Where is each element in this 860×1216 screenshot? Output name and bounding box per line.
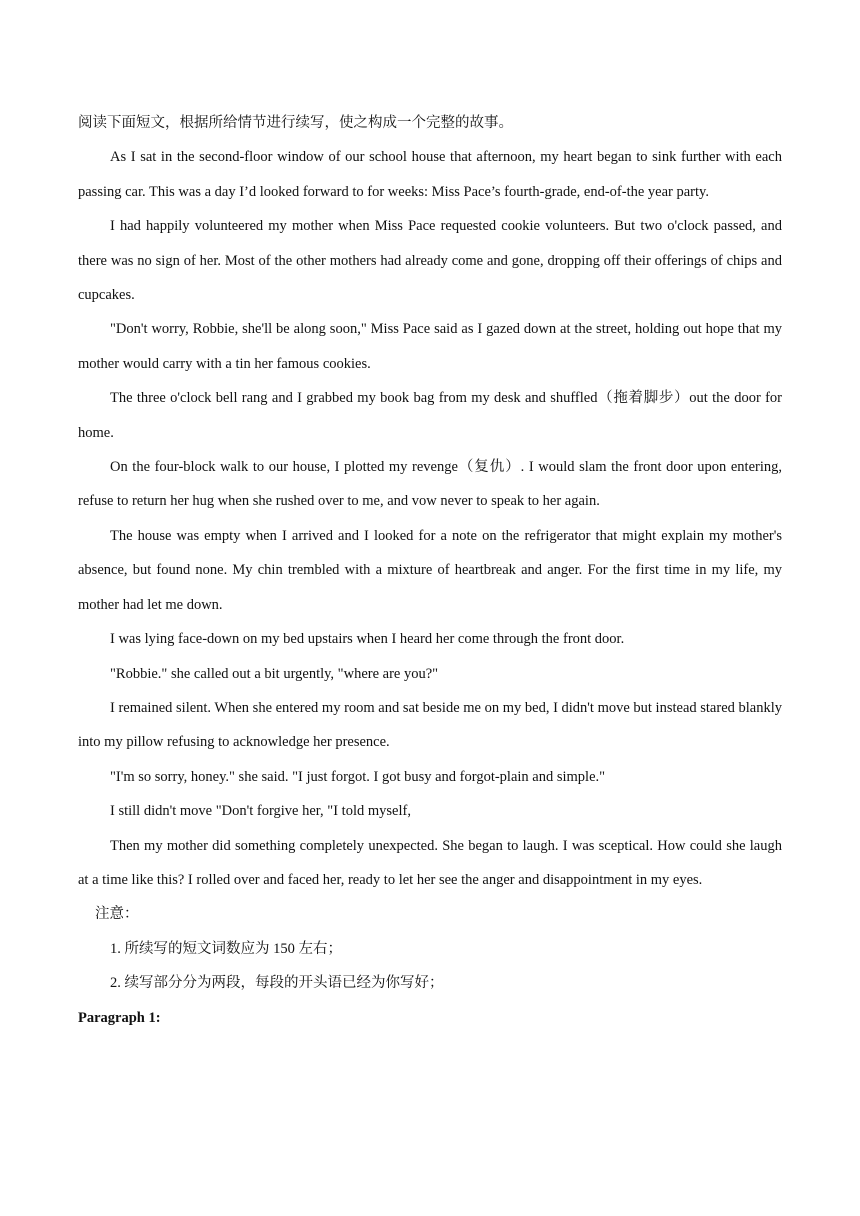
story-paragraph-8: "Robbie." she called out a bit urgently, "where are you?" (110, 665, 439, 682)
note-item-2: 2. 续写部分分为两段，每段的开头语已经为你写好； (110, 975, 444, 992)
story-paragraph-11: I still didn't move "Don't forgive her, "I told myself, (110, 803, 411, 820)
story-paragraph-12: Then my mother did something completely unexpected. She began to laugh. I was sceptical. How could she laugh at a time like this? I rolled over and faced her, ready to let her see the anger and disappointment in my eyes. (78, 837, 782, 888)
story-paragraph-10: "I'm so sorry, honey." she said. "I just forgot. I got busy and forgot-plain and simple." (110, 768, 606, 785)
story-paragraph-4: The three o'clock bell rang and I grabbed my book bag from my desk and shuffled（拖着脚步）out the door for home. (78, 390, 782, 441)
story-paragraph-7: I was lying face-down on my bed upstairs when I heard her come through the front door. (110, 631, 625, 648)
paragraph-heading: Paragraph 1: (78, 1009, 161, 1026)
document-body (78, 106, 782, 1035)
story-paragraph-6: The house was empty when I arrived and I looked for a note on the refrigerator that might explain my mother's absence, but found none. My chin trembled with a mixture of heartbreak and anger. For the first time in my life, my mother had let me down. (78, 527, 782, 613)
instruction-text: 阅读下面短文，根据所给情节进行续写，使之构成一个完整的故事。 (78, 115, 513, 131)
note-label: 注意： (95, 906, 139, 923)
story-paragraph-9: I remained silent. When she entered my room and sat beside me on my bed, I didn't move but instead stared blankly into my pillow refusing to acknowledge her presence. (78, 699, 782, 751)
story-paragraph-3: "Don't worry, Robbie, she'll be along soon," Miss Pace said as I gazed down at the street, holding out hope that my mother would carry with a tin her famous cookies. (78, 321, 782, 372)
note-item-1: 1. 所续写的短文词数应为 150 左右； (110, 940, 342, 957)
story-paragraph-2: I had happily volunteered my mother when Miss Pace requested cookie volunteers. But two o'clock passed, and there was no sign of her. Most of the other mothers had already come and gone, dropping off their offerings of chips and cupcakes. (78, 218, 782, 304)
story-paragraph-1: As I sat in the second-floor window of our school house that afternoon, my heart began to sink further with each passing car. This was a day I’d looked forward to for weeks: Miss Pace’s fourth-grade, end-of-the year party. (78, 149, 782, 200)
story-paragraph-5: On the four-block walk to our house, I plotted my revenge（复仇）. I would slam the front door upon entering, refuse to return her hug when she rushed over to me, and vow never to speak to her again. (78, 459, 782, 510)
